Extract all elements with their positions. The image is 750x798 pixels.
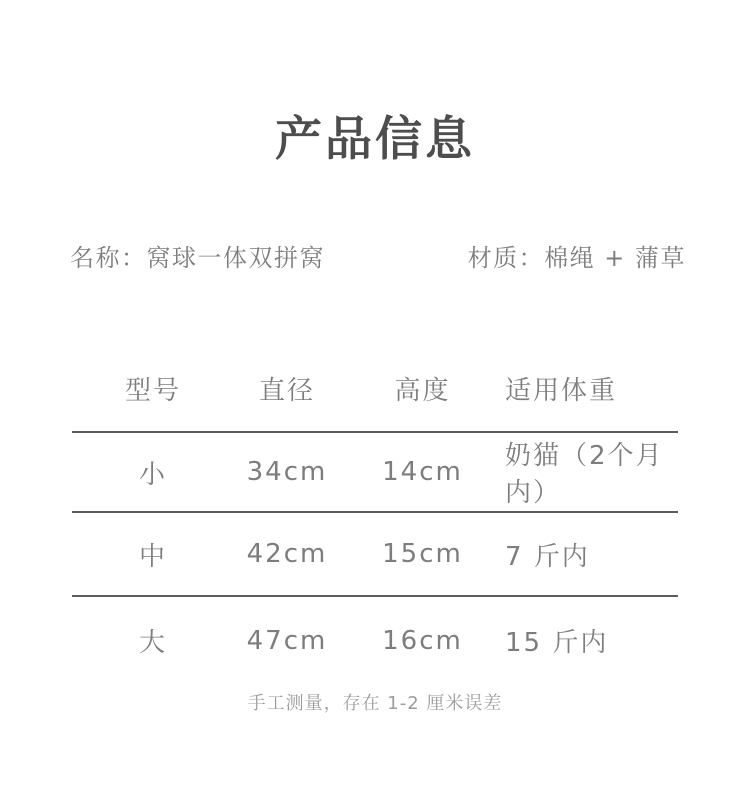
- spec-table: [72, 346, 678, 684]
- cell-height: 15cm: [382, 539, 463, 570]
- product-name: 名称：窝球一体双拼窝: [70, 244, 325, 273]
- cell-height: 16cm: [382, 625, 463, 656]
- cell-suitable-weight: 奶猫（2个月内）: [505, 441, 664, 509]
- cell-suitable-weight: 7 斤内: [505, 541, 590, 572]
- table-row-medium: [72, 512, 678, 596]
- header-diameter: 直径: [258, 376, 315, 407]
- measurement-note: 手工测量，存在 1-2 厘米误差: [247, 693, 503, 715]
- cell-diameter: 34cm: [246, 457, 328, 488]
- cell-diameter: 47cm: [246, 625, 328, 656]
- cell-height: 14cm: [382, 457, 463, 488]
- product-info-row: [0, 243, 750, 273]
- product-material: 材质：棉绳 + 蒲草: [467, 244, 686, 273]
- header-height: 高度: [394, 376, 451, 407]
- header-model: 型号: [124, 376, 181, 407]
- spec-table-header-row: [72, 346, 678, 432]
- cell-model: 中: [138, 541, 167, 572]
- table-row-large: [72, 596, 678, 684]
- cell-model: 大: [138, 628, 167, 659]
- header-suitable-weight: 适用体重: [505, 376, 618, 407]
- page-title: 产品信息: [275, 112, 475, 167]
- cell-suitable-weight: 15 斤内: [505, 628, 609, 659]
- cell-diameter: 42cm: [246, 539, 328, 570]
- table-row-small: [72, 432, 678, 512]
- cell-model: 小: [138, 459, 167, 490]
